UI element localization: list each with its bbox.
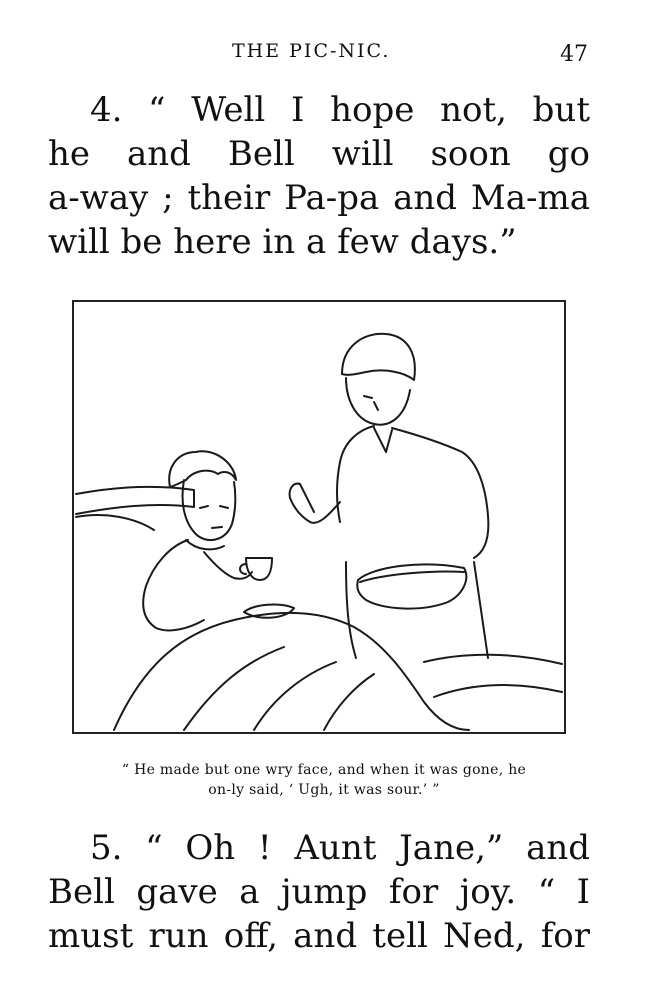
paragraph-5-line: Bell gave a jump for joy. “ I bbox=[48, 872, 590, 912]
paragraph-4 bbox=[48, 88, 590, 264]
caption-line: “ He made but one wry face, and when it was gone, he bbox=[121, 762, 527, 778]
illustration-drawing bbox=[74, 302, 564, 732]
bed-headboard bbox=[76, 515, 154, 530]
pillow-shape bbox=[76, 487, 194, 514]
teacup bbox=[246, 558, 272, 580]
illustration-frame bbox=[72, 300, 566, 734]
paragraph-4-line: 4. “ Well I hope not, but bbox=[90, 90, 590, 130]
paragraph-5-line: must run off, and tell Ned, for bbox=[48, 916, 590, 956]
woman-nose bbox=[374, 402, 378, 410]
teacup-handle bbox=[240, 564, 246, 574]
running-title: THE PIC-NIC. bbox=[232, 40, 391, 62]
caption-line: on-ly said, ‘ Ugh, it was sour.’ ” bbox=[208, 782, 440, 798]
woman-bodice bbox=[374, 428, 392, 452]
bed-right-folds bbox=[434, 685, 562, 697]
paragraph-5-line: 5. “ Oh ! Aunt Jane,” and bbox=[90, 828, 590, 868]
woman-dress bbox=[337, 426, 488, 558]
bowl-rim bbox=[360, 571, 464, 582]
paragraph-4-line: a-way ; their Pa-pa and Ma-ma bbox=[48, 178, 590, 218]
bed-cover-folds bbox=[184, 647, 374, 730]
paragraph-4-line: he and Bell will soon go bbox=[48, 134, 590, 174]
woman-face bbox=[346, 378, 410, 425]
paragraph-4-line: will be here in a few days.” bbox=[48, 222, 517, 262]
boy-hair bbox=[169, 451, 236, 487]
woman-eye bbox=[364, 396, 372, 398]
saucer bbox=[244, 605, 294, 618]
woman-hand-spoon bbox=[290, 484, 314, 512]
boy-mouth bbox=[212, 527, 222, 528]
boy-shoulders bbox=[143, 540, 204, 630]
page-number: 47 bbox=[560, 42, 588, 67]
boy-eye-left bbox=[200, 506, 208, 508]
running-header bbox=[0, 36, 648, 66]
woman-cap bbox=[342, 334, 415, 380]
figure-caption bbox=[60, 760, 588, 800]
boy-collar bbox=[186, 540, 224, 549]
boy-eye-right bbox=[220, 506, 228, 508]
woman-arm bbox=[290, 498, 340, 523]
bed-right bbox=[424, 655, 562, 664]
paragraph-5 bbox=[48, 826, 590, 958]
